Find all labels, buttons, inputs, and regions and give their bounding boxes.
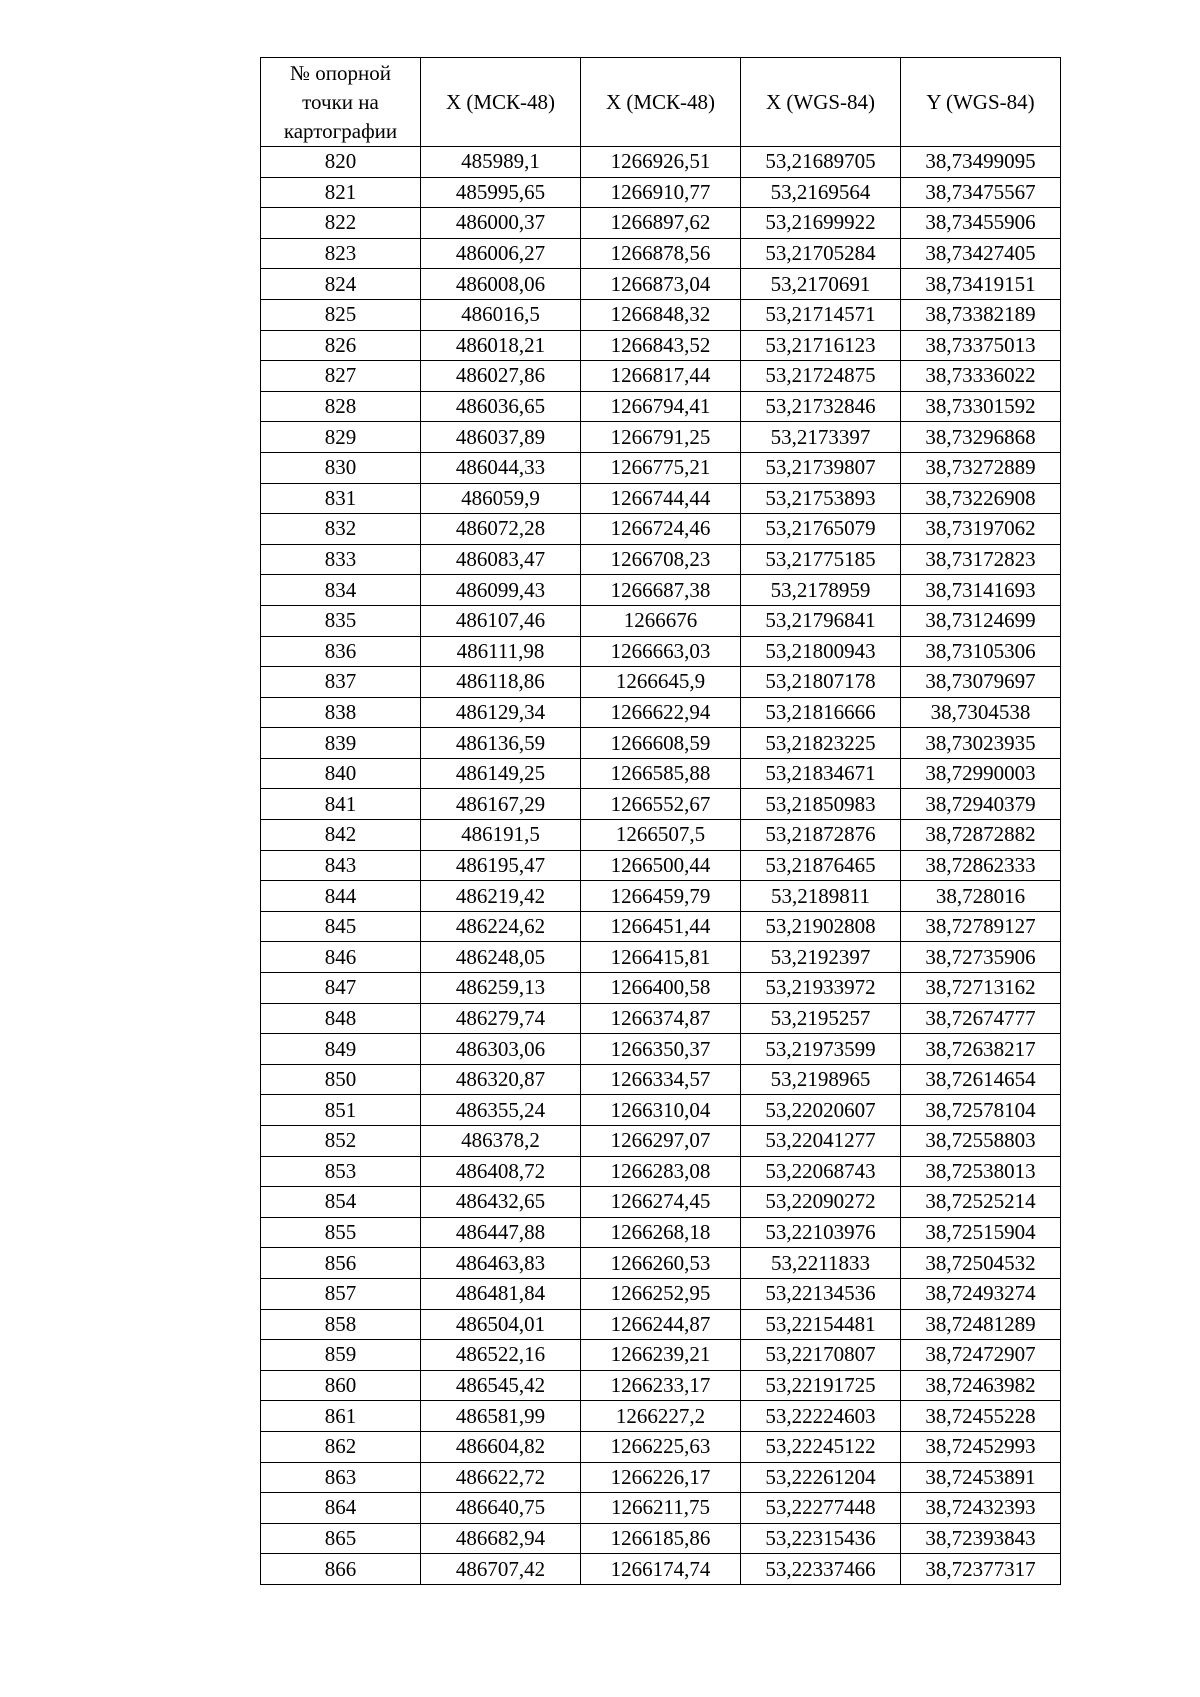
cell-y-wgs84: 38,73197062 — [901, 514, 1061, 545]
cell-y-wgs84: 38,73296868 — [901, 422, 1061, 453]
cell-x-wgs84: 53,21834671 — [741, 758, 901, 789]
cell-y-wgs84: 38,73375013 — [901, 330, 1061, 361]
cell-y-wgs84: 38,73455906 — [901, 208, 1061, 239]
cell-x-msk48-second: 1266283,08 — [581, 1156, 741, 1187]
cell-x-wgs84: 53,21732846 — [741, 391, 901, 422]
cell-x-msk48: 486219,42 — [421, 881, 581, 912]
cell-y-wgs84: 38,72393843 — [901, 1523, 1061, 1554]
table-row — [261, 1493, 1061, 1524]
cell-y-wgs84: 38,72789127 — [901, 911, 1061, 942]
cell-x-msk48: 486463,83 — [421, 1248, 581, 1279]
cell-x-msk48-second: 1266252,95 — [581, 1278, 741, 1309]
cell-x-msk48-second: 1266676 — [581, 605, 741, 636]
cell-x-msk48: 486248,05 — [421, 942, 581, 973]
cell-x-wgs84: 53,21902808 — [741, 911, 901, 942]
cell-x-msk48-second: 1266310,04 — [581, 1095, 741, 1126]
cell-y-wgs84: 38,73141693 — [901, 575, 1061, 606]
cell-x-msk48-second: 1266451,44 — [581, 911, 741, 942]
cell-point-number: 824 — [261, 269, 421, 300]
cell-x-wgs84: 53,21872876 — [741, 820, 901, 851]
cell-x-wgs84: 53,21876465 — [741, 850, 901, 881]
cell-x-msk48-second: 1266185,86 — [581, 1523, 741, 1554]
table-row — [261, 605, 1061, 636]
cell-y-wgs84: 38,72377317 — [901, 1554, 1061, 1585]
table-row — [261, 1156, 1061, 1187]
cell-x-msk48: 486000,37 — [421, 208, 581, 239]
cell-x-wgs84: 53,22154481 — [741, 1309, 901, 1340]
cell-point-number: 822 — [261, 208, 421, 239]
cell-x-wgs84: 53,21973599 — [741, 1034, 901, 1065]
cell-x-msk48-second: 1266878,56 — [581, 238, 741, 269]
cell-x-msk48-second: 1266350,37 — [581, 1034, 741, 1065]
cell-x-msk48-second: 1266334,57 — [581, 1064, 741, 1095]
cell-x-msk48: 486018,21 — [421, 330, 581, 361]
cell-x-wgs84: 53,22170807 — [741, 1340, 901, 1371]
table-row — [261, 1095, 1061, 1126]
cell-x-wgs84: 53,2178959 — [741, 575, 901, 606]
cell-y-wgs84: 38,73475567 — [901, 177, 1061, 208]
cell-x-msk48: 486447,88 — [421, 1217, 581, 1248]
cell-x-msk48: 486707,42 — [421, 1554, 581, 1585]
cell-point-number: 857 — [261, 1278, 421, 1309]
cell-x-wgs84: 53,2169564 — [741, 177, 901, 208]
cell-x-msk48-second: 1266507,5 — [581, 820, 741, 851]
cell-point-number: 851 — [261, 1095, 421, 1126]
table-row — [261, 1370, 1061, 1401]
cell-point-number: 856 — [261, 1248, 421, 1279]
cell-x-wgs84: 53,22315436 — [741, 1523, 901, 1554]
cell-x-msk48-second: 1266552,67 — [581, 789, 741, 820]
cell-point-number: 832 — [261, 514, 421, 545]
cell-point-number: 858 — [261, 1309, 421, 1340]
cell-x-wgs84: 53,22224603 — [741, 1401, 901, 1432]
cell-x-wgs84: 53,21739807 — [741, 452, 901, 483]
table-row — [261, 1309, 1061, 1340]
cell-x-msk48: 485995,65 — [421, 177, 581, 208]
table-row — [261, 299, 1061, 330]
cell-x-msk48: 486008,06 — [421, 269, 581, 300]
cell-point-number: 864 — [261, 1493, 421, 1524]
cell-point-number: 853 — [261, 1156, 421, 1187]
cell-y-wgs84: 38,72990003 — [901, 758, 1061, 789]
cell-x-msk48: 486044,33 — [421, 452, 581, 483]
cell-x-msk48: 486099,43 — [421, 575, 581, 606]
cell-x-msk48: 486355,24 — [421, 1095, 581, 1126]
cell-x-msk48-second: 1266226,17 — [581, 1462, 741, 1493]
cell-x-wgs84: 53,21850983 — [741, 789, 901, 820]
cell-y-wgs84: 38,73124699 — [901, 605, 1061, 636]
cell-point-number: 843 — [261, 850, 421, 881]
table-row — [261, 1126, 1061, 1157]
cell-x-wgs84: 53,22261204 — [741, 1462, 901, 1493]
cell-y-wgs84: 38,72940379 — [901, 789, 1061, 820]
cell-x-wgs84: 53,21933972 — [741, 973, 901, 1004]
cell-x-msk48: 486059,9 — [421, 483, 581, 514]
cell-x-msk48-second: 1266374,87 — [581, 1003, 741, 1034]
header-x-msk48-second: X (МСК-48) — [581, 58, 741, 147]
header-x-msk48: X (МСК-48) — [421, 58, 581, 147]
table-row — [261, 147, 1061, 178]
cell-x-msk48: 486279,74 — [421, 1003, 581, 1034]
cell-x-msk48: 486320,87 — [421, 1064, 581, 1095]
cell-x-wgs84: 53,21705284 — [741, 238, 901, 269]
cell-x-msk48: 486036,65 — [421, 391, 581, 422]
cell-y-wgs84: 38,72674777 — [901, 1003, 1061, 1034]
cell-y-wgs84: 38,72472907 — [901, 1340, 1061, 1371]
cell-x-msk48: 486640,75 — [421, 1493, 581, 1524]
cell-x-msk48-second: 1266233,17 — [581, 1370, 741, 1401]
cell-x-msk48: 486378,2 — [421, 1126, 581, 1157]
cell-x-msk48: 486259,13 — [421, 973, 581, 1004]
cell-x-wgs84: 53,21699922 — [741, 208, 901, 239]
cell-x-msk48: 486191,5 — [421, 820, 581, 851]
cell-x-msk48: 486195,47 — [421, 850, 581, 881]
cell-x-msk48-second: 1266260,53 — [581, 1248, 741, 1279]
cell-y-wgs84: 38,73419151 — [901, 269, 1061, 300]
cell-x-msk48: 486682,94 — [421, 1523, 581, 1554]
cell-x-msk48-second: 1266708,23 — [581, 544, 741, 575]
cell-y-wgs84: 38,7304538 — [901, 697, 1061, 728]
cell-x-msk48-second: 1266459,79 — [581, 881, 741, 912]
header-point-number: № опорной точки на картографии — [261, 58, 421, 147]
cell-y-wgs84: 38,73427405 — [901, 238, 1061, 269]
cell-point-number: 846 — [261, 942, 421, 973]
cell-y-wgs84: 38,72493274 — [901, 1278, 1061, 1309]
cell-x-wgs84: 53,21800943 — [741, 636, 901, 667]
cell-point-number: 820 — [261, 147, 421, 178]
cell-x-wgs84: 53,2195257 — [741, 1003, 901, 1034]
table-row — [261, 575, 1061, 606]
cell-point-number: 829 — [261, 422, 421, 453]
cell-y-wgs84: 38,72504532 — [901, 1248, 1061, 1279]
cell-point-number: 831 — [261, 483, 421, 514]
cell-y-wgs84: 38,72638217 — [901, 1034, 1061, 1065]
cell-x-msk48-second: 1266926,51 — [581, 147, 741, 178]
cell-y-wgs84: 38,72735906 — [901, 942, 1061, 973]
cell-x-msk48-second: 1266500,44 — [581, 850, 741, 881]
table-row — [261, 667, 1061, 698]
cell-x-wgs84: 53,22134536 — [741, 1278, 901, 1309]
cell-x-msk48: 486481,84 — [421, 1278, 581, 1309]
cell-point-number: 827 — [261, 361, 421, 392]
cell-x-msk48: 486111,98 — [421, 636, 581, 667]
cell-x-msk48: 486408,72 — [421, 1156, 581, 1187]
cell-y-wgs84: 38,72432393 — [901, 1493, 1061, 1524]
cell-x-msk48-second: 1266843,52 — [581, 330, 741, 361]
cell-y-wgs84: 38,72452993 — [901, 1431, 1061, 1462]
cell-x-msk48-second: 1266400,58 — [581, 973, 741, 1004]
cell-point-number: 842 — [261, 820, 421, 851]
cell-point-number: 821 — [261, 177, 421, 208]
cell-x-wgs84: 53,21765079 — [741, 514, 901, 545]
cell-point-number: 834 — [261, 575, 421, 606]
table-row — [261, 1523, 1061, 1554]
table-row — [261, 1278, 1061, 1309]
table-header — [261, 58, 1061, 147]
cell-x-wgs84: 53,21796841 — [741, 605, 901, 636]
table-row — [261, 1431, 1061, 1462]
cell-y-wgs84: 38,72872882 — [901, 820, 1061, 851]
cell-point-number: 826 — [261, 330, 421, 361]
header-row — [261, 58, 1061, 147]
table-row — [261, 1217, 1061, 1248]
cell-point-number: 865 — [261, 1523, 421, 1554]
cell-x-wgs84: 53,21753893 — [741, 483, 901, 514]
cell-x-wgs84: 53,2173397 — [741, 422, 901, 453]
cell-point-number: 830 — [261, 452, 421, 483]
cell-x-msk48-second: 1266227,2 — [581, 1401, 741, 1432]
cell-point-number: 849 — [261, 1034, 421, 1065]
table-row — [261, 973, 1061, 1004]
table-row — [261, 1187, 1061, 1218]
cell-x-wgs84: 53,22068743 — [741, 1156, 901, 1187]
cell-x-msk48: 486522,16 — [421, 1340, 581, 1371]
cell-x-msk48-second: 1266897,62 — [581, 208, 741, 239]
cell-point-number: 833 — [261, 544, 421, 575]
cell-x-msk48-second: 1266663,03 — [581, 636, 741, 667]
table-row — [261, 820, 1061, 851]
cell-x-msk48-second: 1266744,44 — [581, 483, 741, 514]
table-row — [261, 636, 1061, 667]
cell-x-msk48-second: 1266244,87 — [581, 1309, 741, 1340]
cell-y-wgs84: 38,73226908 — [901, 483, 1061, 514]
cell-x-msk48-second: 1266297,07 — [581, 1126, 741, 1157]
cell-x-wgs84: 53,21775185 — [741, 544, 901, 575]
cell-y-wgs84: 38,72453891 — [901, 1462, 1061, 1493]
cell-point-number: 835 — [261, 605, 421, 636]
table-row — [261, 1340, 1061, 1371]
cell-x-msk48-second: 1266174,74 — [581, 1554, 741, 1585]
table-row — [261, 942, 1061, 973]
cell-x-msk48: 486006,27 — [421, 238, 581, 269]
header-x-wgs84: X (WGS-84) — [741, 58, 901, 147]
cell-y-wgs84: 38,72515904 — [901, 1217, 1061, 1248]
cell-point-number: 847 — [261, 973, 421, 1004]
table-row — [261, 1034, 1061, 1065]
cell-x-wgs84: 53,2211833 — [741, 1248, 901, 1279]
table-row — [261, 269, 1061, 300]
cell-y-wgs84: 38,73105306 — [901, 636, 1061, 667]
cell-y-wgs84: 38,73079697 — [901, 667, 1061, 698]
table-row — [261, 452, 1061, 483]
cell-x-msk48-second: 1266873,04 — [581, 269, 741, 300]
cell-point-number: 861 — [261, 1401, 421, 1432]
cell-x-msk48: 486136,59 — [421, 728, 581, 759]
table-row — [261, 758, 1061, 789]
table-row — [261, 789, 1061, 820]
cell-point-number: 844 — [261, 881, 421, 912]
cell-x-wgs84: 53,22103976 — [741, 1217, 901, 1248]
table-row — [261, 177, 1061, 208]
cell-y-wgs84: 38,72614654 — [901, 1064, 1061, 1095]
cell-point-number: 839 — [261, 728, 421, 759]
cell-x-msk48: 486224,62 — [421, 911, 581, 942]
table-row — [261, 422, 1061, 453]
cell-x-msk48: 486129,34 — [421, 697, 581, 728]
cell-y-wgs84: 38,72525214 — [901, 1187, 1061, 1218]
header-y-wgs84: Y (WGS-84) — [901, 58, 1061, 147]
cell-point-number: 841 — [261, 789, 421, 820]
cell-x-msk48-second: 1266791,25 — [581, 422, 741, 453]
cell-x-wgs84: 53,2189811 — [741, 881, 901, 912]
cell-point-number: 828 — [261, 391, 421, 422]
cell-point-number: 863 — [261, 1462, 421, 1493]
cell-point-number: 854 — [261, 1187, 421, 1218]
cell-point-number: 840 — [261, 758, 421, 789]
cell-y-wgs84: 38,73336022 — [901, 361, 1061, 392]
cell-x-wgs84: 53,21689705 — [741, 147, 901, 178]
cell-y-wgs84: 38,72455228 — [901, 1401, 1061, 1432]
cell-x-msk48: 486622,72 — [421, 1462, 581, 1493]
cell-x-msk48: 486149,25 — [421, 758, 581, 789]
cell-x-wgs84: 53,22191725 — [741, 1370, 901, 1401]
cell-x-wgs84: 53,21716123 — [741, 330, 901, 361]
cell-y-wgs84: 38,72862333 — [901, 850, 1061, 881]
cell-y-wgs84: 38,72558803 — [901, 1126, 1061, 1157]
cell-x-msk48: 486167,29 — [421, 789, 581, 820]
table-row — [261, 544, 1061, 575]
cell-x-msk48: 485989,1 — [421, 147, 581, 178]
table-row — [261, 361, 1061, 392]
cell-x-msk48: 486303,06 — [421, 1034, 581, 1065]
cell-y-wgs84: 38,73172823 — [901, 544, 1061, 575]
cell-point-number: 862 — [261, 1431, 421, 1462]
cell-point-number: 848 — [261, 1003, 421, 1034]
table-row — [261, 697, 1061, 728]
cell-point-number: 855 — [261, 1217, 421, 1248]
table-row — [261, 728, 1061, 759]
cell-y-wgs84: 38,72481289 — [901, 1309, 1061, 1340]
table-row — [261, 1401, 1061, 1432]
cell-x-msk48-second: 1266274,45 — [581, 1187, 741, 1218]
cell-point-number: 852 — [261, 1126, 421, 1157]
cell-x-msk48: 486504,01 — [421, 1309, 581, 1340]
cell-x-msk48: 486604,82 — [421, 1431, 581, 1462]
table-row — [261, 911, 1061, 942]
cell-x-msk48-second: 1266687,38 — [581, 575, 741, 606]
table-row — [261, 881, 1061, 912]
cell-x-msk48-second: 1266910,77 — [581, 177, 741, 208]
table-row — [261, 1554, 1061, 1585]
cell-y-wgs84: 38,73023935 — [901, 728, 1061, 759]
cell-x-msk48: 486016,5 — [421, 299, 581, 330]
cell-x-wgs84: 53,21816666 — [741, 697, 901, 728]
cell-point-number: 823 — [261, 238, 421, 269]
cell-x-wgs84: 53,22090272 — [741, 1187, 901, 1218]
cell-x-wgs84: 53,22020607 — [741, 1095, 901, 1126]
cell-point-number: 859 — [261, 1340, 421, 1371]
cell-x-wgs84: 53,22277448 — [741, 1493, 901, 1524]
cell-x-msk48: 486432,65 — [421, 1187, 581, 1218]
cell-x-wgs84: 53,22041277 — [741, 1126, 901, 1157]
cell-x-msk48-second: 1266239,21 — [581, 1340, 741, 1371]
cell-y-wgs84: 38,73499095 — [901, 147, 1061, 178]
table-row — [261, 330, 1061, 361]
cell-x-msk48-second: 1266211,75 — [581, 1493, 741, 1524]
cell-point-number: 866 — [261, 1554, 421, 1585]
table-body — [261, 147, 1061, 1585]
cell-x-msk48-second: 1266225,63 — [581, 1431, 741, 1462]
cell-x-wgs84: 53,21823225 — [741, 728, 901, 759]
cell-x-wgs84: 53,22245122 — [741, 1431, 901, 1462]
cell-y-wgs84: 38,73272889 — [901, 452, 1061, 483]
cell-y-wgs84: 38,72713162 — [901, 973, 1061, 1004]
table-row — [261, 208, 1061, 239]
cell-x-wgs84: 53,21724875 — [741, 361, 901, 392]
table-row — [261, 1248, 1061, 1279]
cell-x-msk48-second: 1266622,94 — [581, 697, 741, 728]
cell-x-msk48-second: 1266608,59 — [581, 728, 741, 759]
cell-x-msk48-second: 1266585,88 — [581, 758, 741, 789]
cell-x-wgs84: 53,21807178 — [741, 667, 901, 698]
cell-x-wgs84: 53,2170691 — [741, 269, 901, 300]
cell-x-msk48-second: 1266645,9 — [581, 667, 741, 698]
cell-x-wgs84: 53,2198965 — [741, 1064, 901, 1095]
table-row — [261, 850, 1061, 881]
cell-y-wgs84: 38,728016 — [901, 881, 1061, 912]
cell-x-msk48-second: 1266724,46 — [581, 514, 741, 545]
cell-point-number: 836 — [261, 636, 421, 667]
cell-point-number: 860 — [261, 1370, 421, 1401]
cell-y-wgs84: 38,72538013 — [901, 1156, 1061, 1187]
cell-x-wgs84: 53,22337466 — [741, 1554, 901, 1585]
cell-x-msk48: 486545,42 — [421, 1370, 581, 1401]
cell-y-wgs84: 38,72578104 — [901, 1095, 1061, 1126]
cell-x-msk48: 486107,46 — [421, 605, 581, 636]
cell-x-msk48-second: 1266794,41 — [581, 391, 741, 422]
cell-x-msk48: 486083,47 — [421, 544, 581, 575]
cell-x-msk48-second: 1266848,32 — [581, 299, 741, 330]
cell-point-number: 837 — [261, 667, 421, 698]
cell-x-msk48: 486037,89 — [421, 422, 581, 453]
table-row — [261, 514, 1061, 545]
cell-x-msk48-second: 1266268,18 — [581, 1217, 741, 1248]
cell-x-msk48-second: 1266775,21 — [581, 452, 741, 483]
cell-x-msk48: 486118,86 — [421, 667, 581, 698]
cell-point-number: 850 — [261, 1064, 421, 1095]
cell-x-msk48-second: 1266415,81 — [581, 942, 741, 973]
cell-x-wgs84: 53,21714571 — [741, 299, 901, 330]
table-row — [261, 1064, 1061, 1095]
table-row — [261, 1462, 1061, 1493]
cell-point-number: 825 — [261, 299, 421, 330]
table-row — [261, 391, 1061, 422]
cell-y-wgs84: 38,73301592 — [901, 391, 1061, 422]
cell-x-wgs84: 53,2192397 — [741, 942, 901, 973]
cell-point-number: 845 — [261, 911, 421, 942]
cell-x-msk48: 486581,99 — [421, 1401, 581, 1432]
table-row — [261, 238, 1061, 269]
cell-x-msk48: 486072,28 — [421, 514, 581, 545]
cell-y-wgs84: 38,73382189 — [901, 299, 1061, 330]
cell-x-msk48: 486027,86 — [421, 361, 581, 392]
table-row — [261, 1003, 1061, 1034]
cell-point-number: 838 — [261, 697, 421, 728]
cell-x-msk48-second: 1266817,44 — [581, 361, 741, 392]
table-row — [261, 483, 1061, 514]
cell-y-wgs84: 38,72463982 — [901, 1370, 1061, 1401]
coordinates-table — [260, 57, 1061, 1585]
